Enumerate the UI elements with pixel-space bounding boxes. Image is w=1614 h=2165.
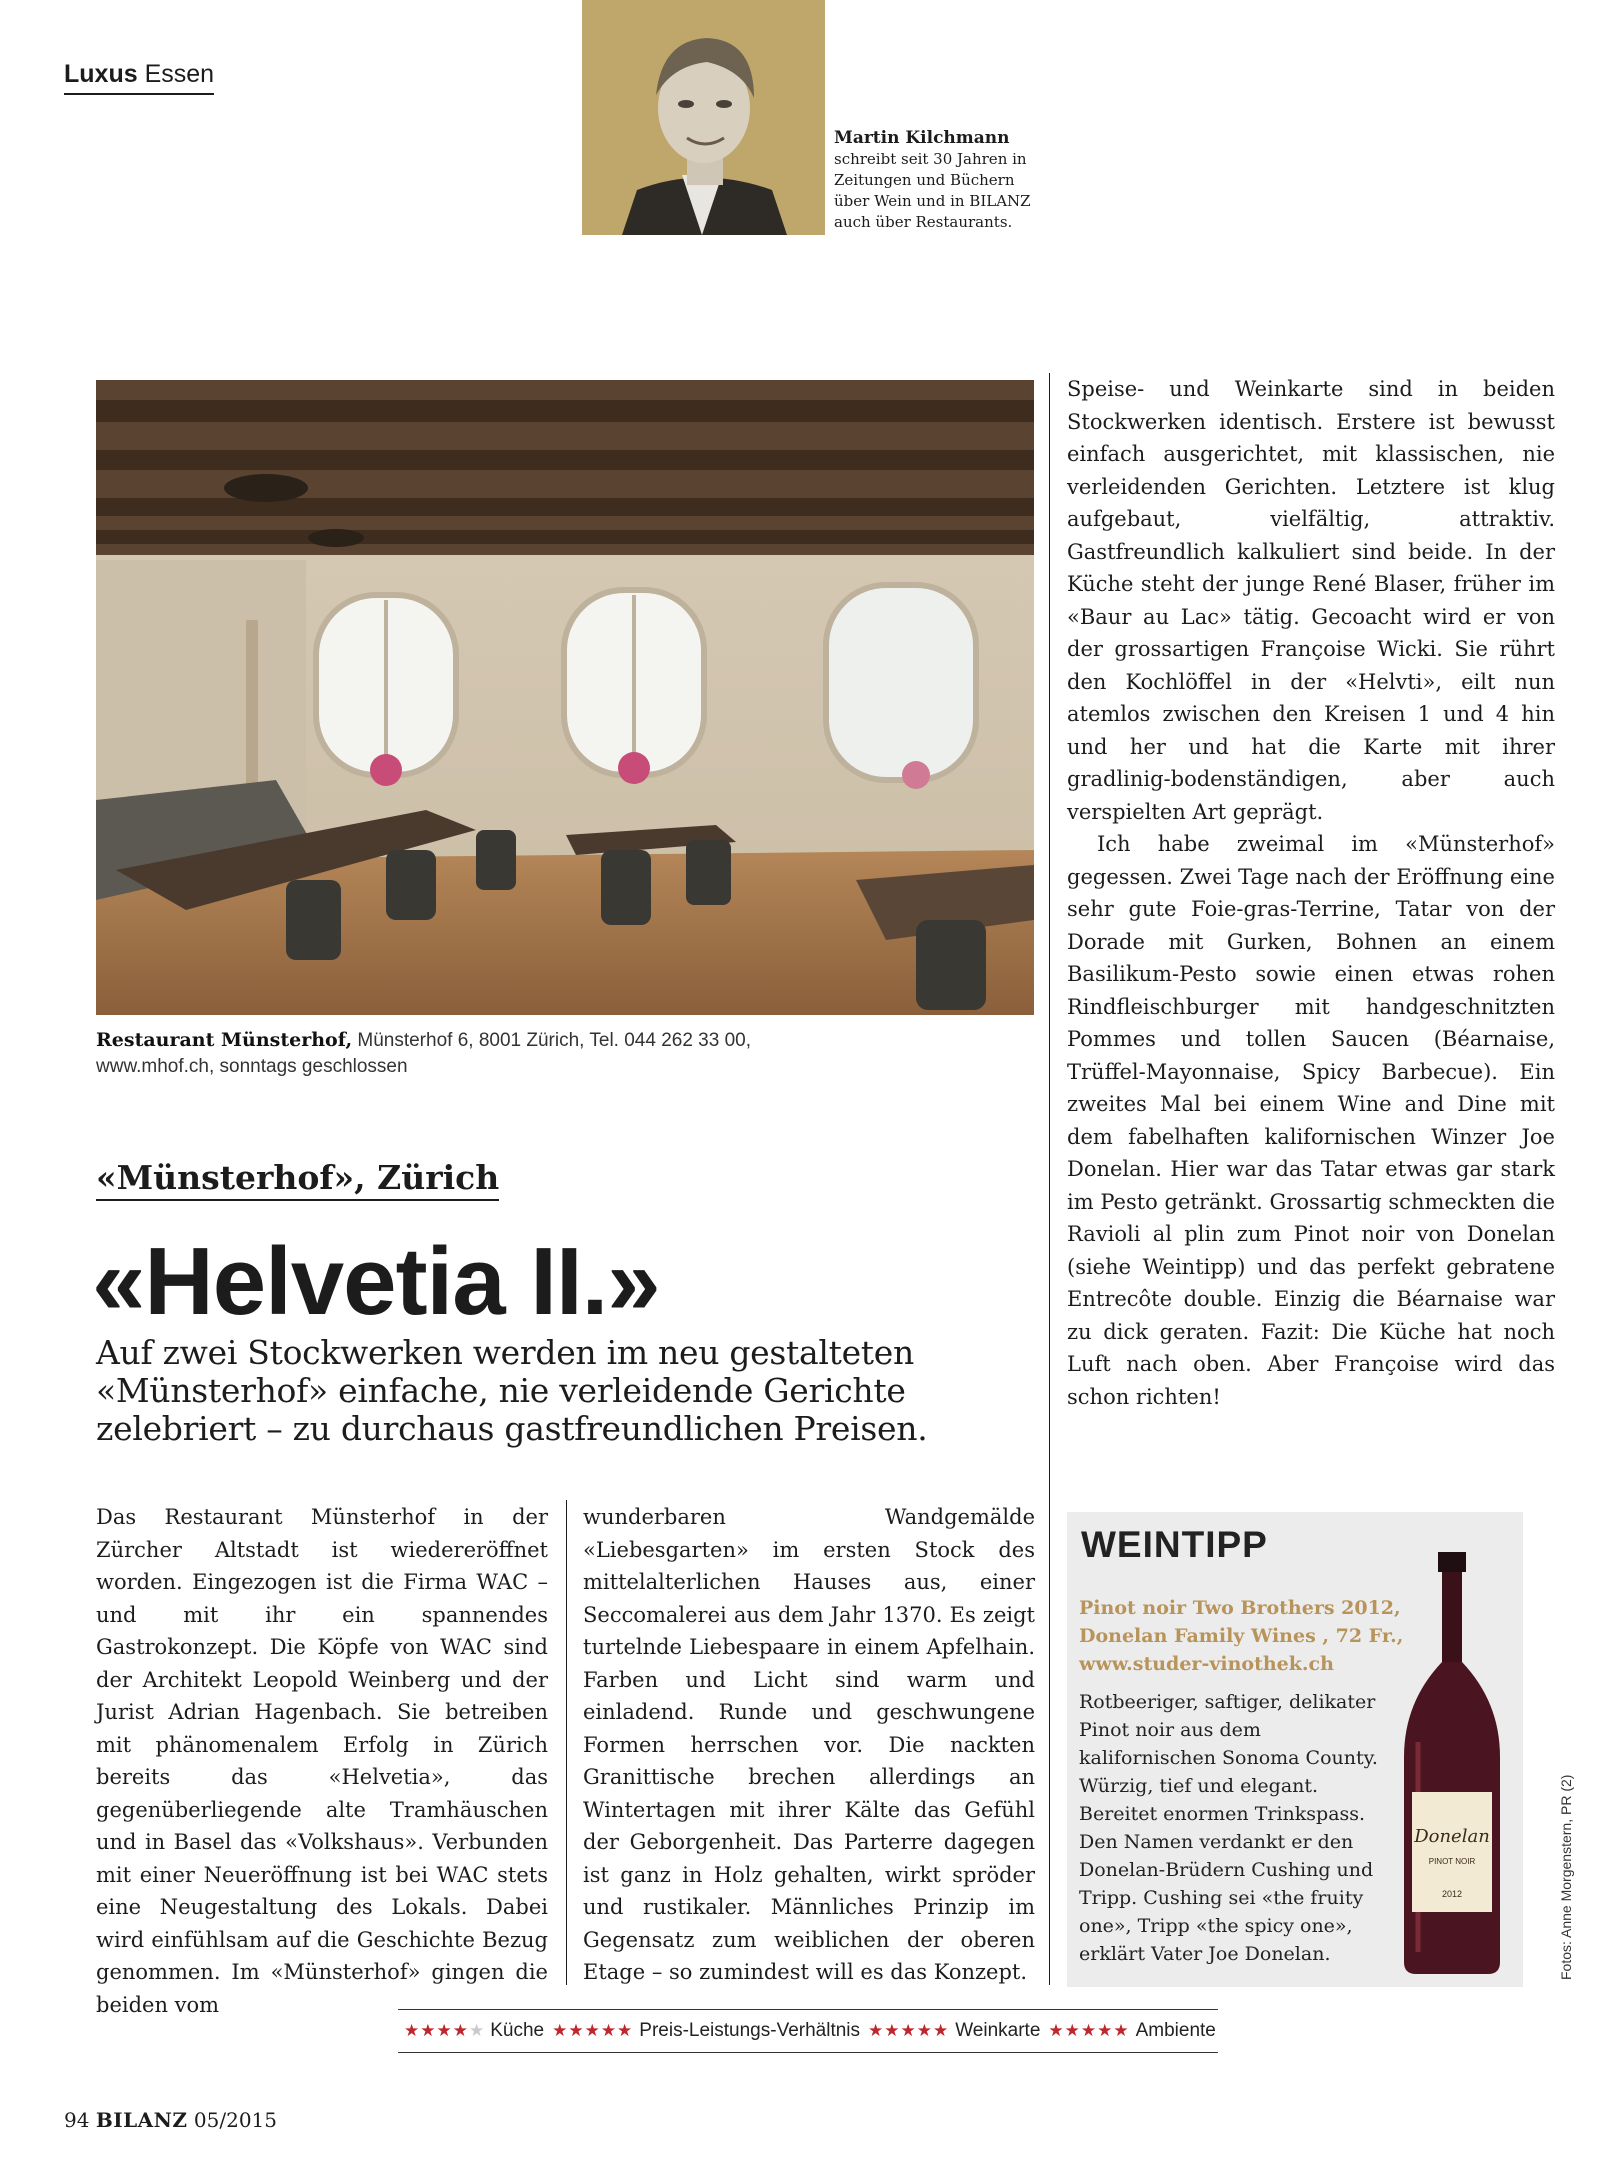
issue-number: 05/2015: [193, 2108, 277, 2132]
bottle-label-year: 2012: [1441, 1889, 1463, 1899]
article-lead: Auf zwei Stockwerken werden im neu gestalteten «Münsterhof» einfache, nie verleidende Gerichte zelebriert – zu durchaus gastfreundlichen Preisen.: [96, 1333, 928, 1448]
author-name: Martin Kilchmann: [834, 128, 1010, 148]
rating-stars: ★★★★★: [1048, 2021, 1130, 2040]
author-bio: [834, 128, 1059, 233]
column-divider: [1049, 373, 1050, 1985]
column-divider: [566, 1500, 567, 1985]
section-label: [64, 60, 214, 95]
photo-credit: Fotos: Anne Morgenstern, PR (2): [1558, 1774, 1574, 1980]
weintipp-box: [1067, 1512, 1523, 1987]
rating-label: Weinkarte: [955, 2020, 1041, 2041]
author-bio-line: Zeitungen und Büchern: [834, 171, 1015, 189]
page-number: 94: [64, 2108, 90, 2132]
restaurant-photo: [96, 380, 1034, 1015]
article-headline: «Helvetia II.»: [92, 1228, 660, 1335]
rating-label: Preis-Leistungs-Verhältnis: [639, 2020, 861, 2041]
wine-bottle-image: [1382, 1552, 1522, 1977]
ratings-bar: [398, 2009, 1218, 2053]
article-paragraph: Speise- und Weinkarte sind in beiden Stockwerken identisch. Erstere ist bewusst einfach ausgerichtet, mit klassischen, nie verleidenden Gerichten. Letztere ist klug aufgebaut, vielfältig, attraktiv. Gastfreundlich kalkuliert sind beide. In der Küche steht der junge René Blaser, früher im «Baur au Lac» tätig. Gecoacht wird er von der grossartigen Françoise Wicki. Sie rührt den Kochlöffel in der «Helvti», eilt nun atemlos zwischen den Kreisen 1 und 4 hin und her und hat die Karte mit ihrer gradlinig-bodenständigen, aber auch verspielten Art geprägt.: [1067, 377, 1555, 824]
page-footer: [64, 2108, 277, 2132]
rating-label: Küche: [490, 2020, 545, 2041]
section-label-bold: Luxus: [64, 60, 138, 88]
magazine-name: BILANZ: [95, 2108, 188, 2132]
weintipp-title: WEINTIPP: [1081, 1524, 1268, 1565]
bottle-label-brand: Donelan: [1414, 1826, 1490, 1847]
article-column-left: Das Restaurant Münsterhof in der Zürcher Altstadt ist wiedereröffnet worden. Eingezogen ist die Firma WAC – und mit ihr ein spannendes Gastrokonzept. Die Köpfe von WAC sind der Architekt Leopold Weinberg und der Jurist Adrian Hagenbach. Sie betreiben mit phänomenalem Erfolg in Zürich bereits das «Helvetia», das gegenüberliegende alte Tramhäuschen und in Basel das «Volkshaus». Verbunden mit einer Neueröffnung ist bei WAC stets eine Neugestaltung des Lokals. Dabei wird einfühlsam auf die Geschichte Bezug genommen. Im «Münsterhof» gingen die beiden vom: [96, 1505, 548, 2017]
article-kicker: «Münsterhof», Zürich: [96, 1158, 499, 1201]
author-bio-line: über Wein und in BILANZ: [834, 192, 1031, 210]
bottle-label-sub: PINOT NOIR: [1428, 1857, 1476, 1866]
article-column-right: [1067, 373, 1555, 1413]
caption-details: Münsterhof 6, 8001 Zürich, Tel. 044 262 33 00,: [352, 1030, 752, 1051]
caption-name: Restaurant Münsterhof,: [96, 1029, 353, 1051]
rating-stars: ★★★★★: [552, 2021, 634, 2040]
rating-stars-empty: ★: [468, 2021, 485, 2040]
rating-stars: ★★★★★: [868, 2021, 950, 2040]
rating-stars: ★★★★: [404, 2021, 469, 2040]
weintipp-wine: Pinot noir Two Brothers 2012, Donelan Family Wines , 72 Fr., www.studer-vinothek.ch: [1079, 1597, 1404, 1675]
author-bio-line: schreibt seit 30 Jahren in: [834, 150, 1027, 168]
section-label-normal: Essen: [144, 60, 215, 88]
article-column-middle: wunderbaren Wandgemälde «Liebesgarten» im ersten Stock des mittelalterlichen Hauses aus, einer Seccomalerei aus dem Jahr 1370. Es zeigt turtelnde Liebespaare in einem Apfelhain. Farben und Licht sind warm und einladend. Runde und geschwungene Formen herrschen vor. Die nackten Granittische brechen allerdings an Wintertagen mit ihrer Kälte das Gefühl der Geborgenheit. Das Parterre dagegen ist ganz in Holz gehalten, wirkt spröder und rustikaler. Männliches Prinzip im Gegensatz zum weiblichen der oberen Etage – so zumindest will es das Konzept.: [583, 1505, 1035, 1984]
photo-caption: [96, 1027, 796, 1080]
rating-label: Ambiente: [1135, 2020, 1216, 2041]
author-bio-line: auch über Restaurants.: [834, 213, 1013, 231]
caption-line2: www.mhof.ch, sonntags geschlossen: [96, 1056, 408, 1077]
weintipp-text: Rotbeeriger, saftiger, delikater Pinot noir aus dem kalifornischen Sonoma County. Würzig, tief und elegant. Bereitet enormen Trinkspass. Den Namen verdankt er den Donelan-Brüdern Cushing und Tripp. Cushing sei «the fruity one», Tripp «the spicy one», erklärt Vater Joe Donelan.: [1079, 1691, 1378, 1965]
article-paragraph: Ich habe zweimal im «Münsterhof» gegessen. Zwei Tage nach der Eröffnung eine sehr gute Foie-gras-Terrine, Tatar von der Dorade mit Gurken, Bohnen an einem Basilikum-Pesto sowie einen etwas rohen Rindfleischburger mit handgeschnitzten Pommes und tollen Saucen (Béarnaise, Trüffel-Mayonnaise, Spicy Barbecue). Ein zweites Mal bei einem Wine and Dine mit dem fabelhaften kalifornischen Winzer Joe Donelan. Hier war das Tatar etwas gar stark im Pesto getränkt. Grossartig schmeckten die Ravioli al plin zum Pinot noir von Donelan (siehe Weintipp) und das perfekt gebratene Entrecôte double. Einzig die Béarnaise war zu dick geraten. Fazit: Die Küche hat noch Luft nach oben. Aber Françoise wird das schon richten!: [1067, 832, 1555, 1409]
author-portrait: [582, 0, 825, 235]
